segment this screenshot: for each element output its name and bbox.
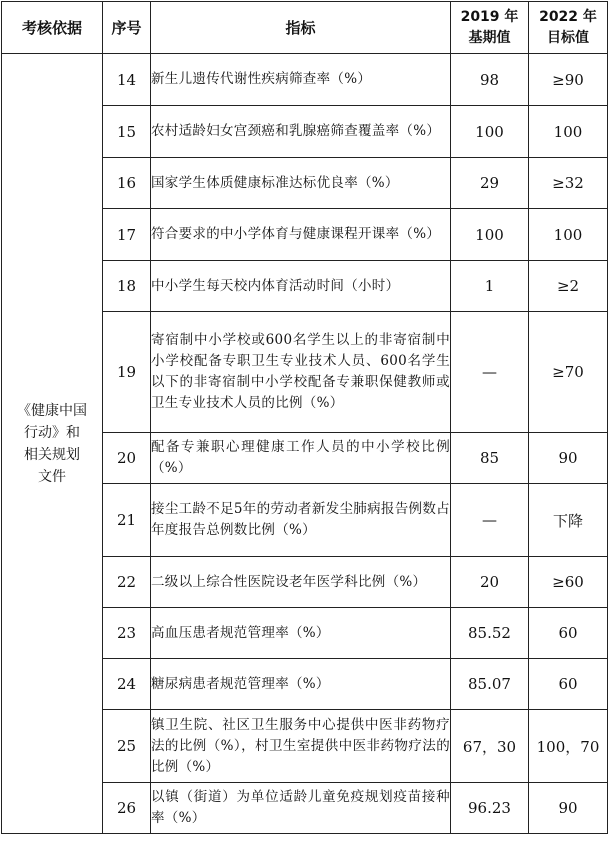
row-seq: 24: [103, 659, 151, 710]
row-indicator: 中小学生每天校内体育活动时间（小时）: [151, 261, 451, 312]
row-base-value: 85.07: [451, 659, 529, 710]
row-indicator: 接尘工龄不足5年的劳动者新发尘肺病报告例数占年度报告总例数比例（%）: [151, 484, 451, 557]
basis-line: 《健康中国: [17, 402, 87, 419]
header-base-year: 2019 年: [460, 8, 519, 25]
row-seq: 19: [103, 312, 151, 433]
row-indicator: 配备专兼职心理健康工作人员的中小学校比例（%）: [151, 433, 451, 484]
row-base-value: 100: [451, 106, 529, 158]
row-target-value: ≥2: [529, 261, 608, 312]
row-seq: 14: [103, 54, 151, 106]
header-row: [2, 2, 608, 54]
row-indicator: 符合要求的中小学体育与健康课程开课率（%）: [151, 209, 451, 261]
row-indicator: 二级以上综合性医院设老年医学科比例（%）: [151, 557, 451, 608]
row-indicator: 国家学生体质健康标准达标优良率（%）: [151, 158, 451, 209]
header-basis: 考核依据: [2, 2, 103, 54]
header-seq: 序号: [103, 2, 151, 54]
row-indicator: 以镇（街道）为单位适龄儿童免疫规划疫苗接种率（%）: [151, 783, 451, 834]
row-target-value: 100，70: [529, 710, 608, 783]
row-base-value: 98: [451, 54, 529, 106]
assessment-basis-cell: [2, 54, 103, 834]
row-seq: 22: [103, 557, 151, 608]
row-base-value: 29: [451, 158, 529, 209]
row-indicator: 糖尿病患者规范管理率（%）: [151, 659, 451, 710]
row-base-value: 85.52: [451, 608, 529, 659]
row-target-value: 100: [529, 106, 608, 158]
indicator-table: [1, 1, 608, 834]
row-seq: 25: [103, 710, 151, 783]
row-base-value: —: [451, 484, 529, 557]
row-base-value: 20: [451, 557, 529, 608]
row-base-value: 85: [451, 433, 529, 484]
row-indicator: 新生儿遗传代谢性疾病筛查率（%）: [151, 54, 451, 106]
row-seq: 21: [103, 484, 151, 557]
row-target-value: ≥60: [529, 557, 608, 608]
row-indicator: 镇卫生院、社区卫生服务中心提供中医非药物疗法的比例（%），村卫生室提供中医非药物疗法的比例（%）: [151, 710, 451, 783]
row-seq: 16: [103, 158, 151, 209]
row-seq: 17: [103, 209, 151, 261]
header-target-year: 2022 年: [539, 8, 597, 25]
row-seq: 23: [103, 608, 151, 659]
row-seq: 18: [103, 261, 151, 312]
row-seq: 15: [103, 106, 151, 158]
row-target-value: ≥32: [529, 158, 608, 209]
header-indicator: 指标: [151, 2, 451, 54]
row-indicator: 高血压患者规范管理率（%）: [151, 608, 451, 659]
basis-line: 行动》和: [24, 424, 80, 441]
basis-line: 相关规划: [24, 446, 80, 463]
row-base-value: 67，30: [451, 710, 529, 783]
row-target-value: 100: [529, 209, 608, 261]
row-indicator: 农村适龄妇女宫颈癌和乳腺癌筛查覆盖率（%）: [151, 106, 451, 158]
row-seq: 26: [103, 783, 151, 834]
row-target-value: 60: [529, 608, 608, 659]
row-base-value: 1: [451, 261, 529, 312]
row-target-value: ≥70: [529, 312, 608, 433]
table-row: [2, 54, 608, 106]
row-target-value: ≥90: [529, 54, 608, 106]
row-seq: 20: [103, 433, 151, 484]
row-base-value: 96.23: [451, 783, 529, 834]
row-base-value: —: [451, 312, 529, 433]
row-target-value: 下降: [529, 484, 608, 557]
header-target: [529, 2, 608, 54]
row-target-value: 60: [529, 659, 608, 710]
header-base-label: 基期值: [468, 29, 511, 46]
row-indicator: 寄宿制中小学校或600名学生以上的非寄宿制中小学校配备专职卫生专业技术人员、600名学生以下的非寄宿制中小学校配备专兼职保健教师或卫生专业技术人员的比例（%）: [151, 312, 451, 433]
header-target-label: 目标值: [547, 29, 589, 46]
row-base-value: 100: [451, 209, 529, 261]
basis-line: 文件: [38, 468, 66, 485]
row-target-value: 90: [529, 433, 608, 484]
row-target-value: 90: [529, 783, 608, 834]
header-base: [451, 2, 529, 54]
